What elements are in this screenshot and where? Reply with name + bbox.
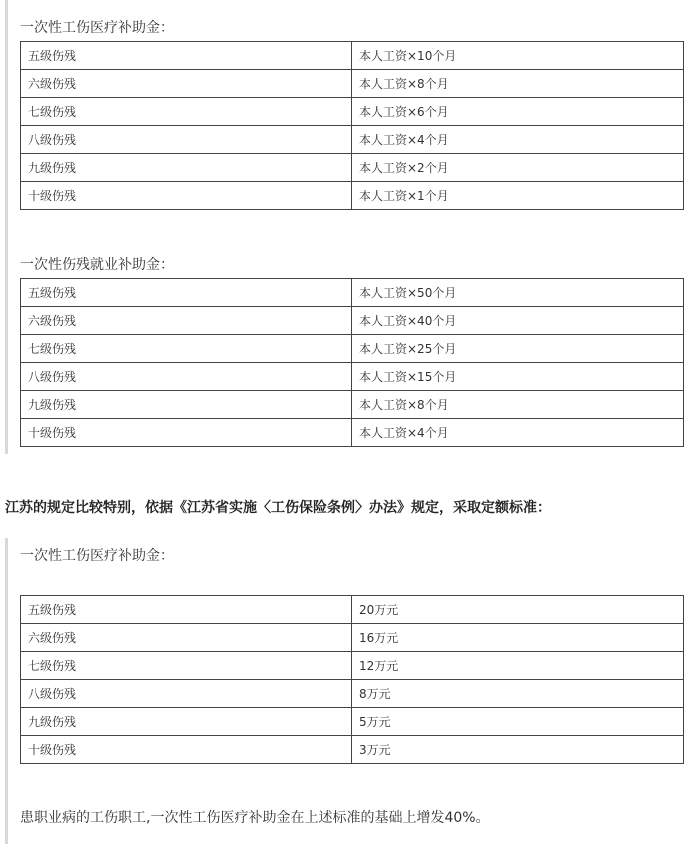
grade-cell: 七级伤残	[21, 98, 352, 126]
table-row	[21, 126, 684, 154]
grade-cell: 五级伤残	[21, 42, 352, 70]
amount-cell: 5万元	[352, 708, 684, 736]
amount-cell: 本人工资×50个月	[352, 279, 684, 307]
grade-cell: 六级伤残	[21, 624, 352, 652]
amount-cell: 本人工资×6个月	[352, 98, 684, 126]
grade-cell: 十级伤残	[21, 182, 352, 210]
amount-cell: 本人工资×40个月	[352, 307, 684, 335]
grade-cell: 九级伤残	[21, 154, 352, 182]
grade-cell: 五级伤残	[21, 596, 352, 624]
grade-cell: 八级伤残	[21, 680, 352, 708]
section3-title: 一次性工伤医疗补助金：	[20, 548, 174, 564]
amount-cell: 16万元	[352, 624, 684, 652]
section1-table	[20, 41, 684, 210]
amount-cell: 本人工资×10个月	[352, 42, 684, 70]
amount-cell: 本人工资×25个月	[352, 335, 684, 363]
grade-cell: 七级伤残	[21, 335, 352, 363]
table-row	[21, 307, 684, 335]
amount-cell: 3万元	[352, 736, 684, 764]
table-row	[21, 98, 684, 126]
section3-table	[20, 595, 684, 764]
table-row	[21, 70, 684, 98]
table-row	[21, 42, 684, 70]
grade-cell: 五级伤残	[21, 279, 352, 307]
section1-title: 一次性工伤医疗补助金：	[20, 20, 174, 36]
amount-cell: 本人工资×2个月	[352, 154, 684, 182]
section2-table	[20, 278, 684, 447]
table-row	[21, 419, 684, 447]
grade-cell: 十级伤残	[21, 419, 352, 447]
grade-cell: 八级伤残	[21, 126, 352, 154]
table-row	[21, 680, 684, 708]
grade-cell: 七级伤残	[21, 652, 352, 680]
table-row	[21, 652, 684, 680]
table-row	[21, 335, 684, 363]
table-row	[21, 154, 684, 182]
amount-cell: 本人工资×4个月	[352, 126, 684, 154]
amount-cell: 本人工资×8个月	[352, 70, 684, 98]
table-row	[21, 624, 684, 652]
amount-cell: 本人工资×8个月	[352, 391, 684, 419]
occupational-disease-note: 患职业病的工伤职工,一次性工伤医疗补助金在上述标准的基础上增发40%。	[20, 810, 490, 826]
jiangsu-heading: 江苏的规定比较特别，依据《江苏省实施〈工伤保险条例〉办法》规定，采取定额标准：	[5, 500, 551, 516]
section2-title: 一次性伤残就业补助金：	[20, 257, 174, 273]
table-row	[21, 736, 684, 764]
table-row	[21, 596, 684, 624]
amount-cell: 本人工资×15个月	[352, 363, 684, 391]
grade-cell: 十级伤残	[21, 736, 352, 764]
table-row	[21, 363, 684, 391]
table-row	[21, 708, 684, 736]
amount-cell: 20万元	[352, 596, 684, 624]
amount-cell: 12万元	[352, 652, 684, 680]
grade-cell: 九级伤残	[21, 391, 352, 419]
grade-cell: 九级伤残	[21, 708, 352, 736]
table-row	[21, 279, 684, 307]
grade-cell: 六级伤残	[21, 307, 352, 335]
amount-cell: 本人工资×4个月	[352, 419, 684, 447]
table-row	[21, 391, 684, 419]
amount-cell: 8万元	[352, 680, 684, 708]
grade-cell: 八级伤残	[21, 363, 352, 391]
table-row	[21, 182, 684, 210]
amount-cell: 本人工资×1个月	[352, 182, 684, 210]
grade-cell: 六级伤残	[21, 70, 352, 98]
